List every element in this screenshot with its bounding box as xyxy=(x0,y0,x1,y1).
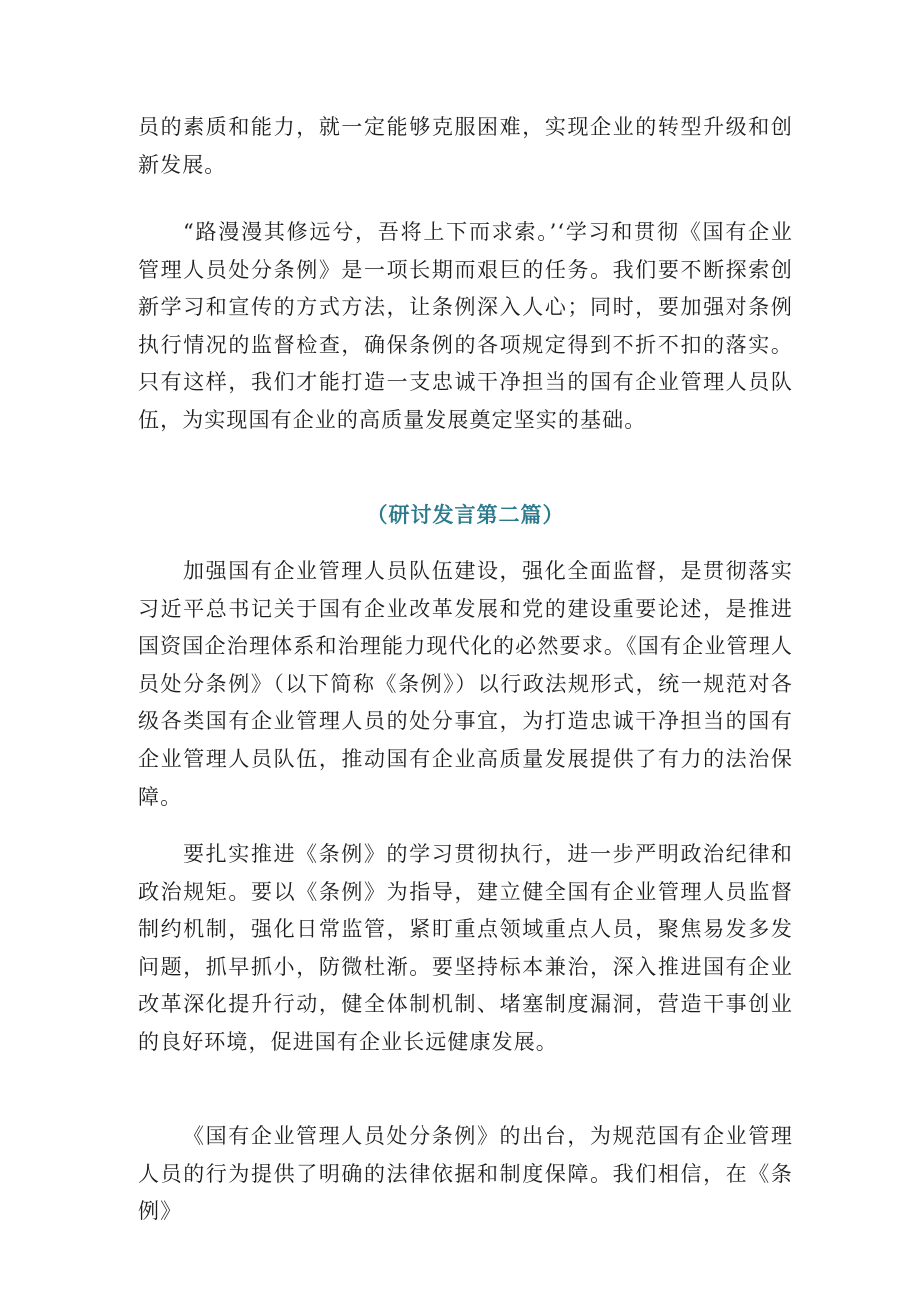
paragraph-conclusion: 《国有企业管理人员处分条例》的出台，为规范国有企业管理人员的行为提供了明确的法律依据和制度保障。我们相信，在《条例》 xyxy=(138,1124,793,1224)
paragraph-intro: 加强国有企业管理人员队伍建设，强化全面监督，是贯彻落实习近平总书记关于国有企业改革发展和党的建设重要论述，是推进国资国企治理体系和治理能力现代化的必然要求。《国有企业管理人员处分条例》（以下简称《条例》）以行政法规形式，统一规范对各级各类国有企业管理人员的处分事宜，为打造忠诚干净担当的国有企业管理人员队伍，推动国有企业高质量发展提供了有力的法治保障。 xyxy=(138,559,793,809)
paragraph-continuation: 员的素质和能力，就一定能够克服困难，实现企业的转型升级和创新发展。 xyxy=(138,115,793,177)
paragraph-quote: “路漫漫其修远兮，吾将上下而求索。’‘学习和贯彻《国有企业管理人员处分条例》是一项长期而艰巨的任务。我们要不断探索创新学习和宣传的方式方法，让条例深入人心；同时，要加强对条例执行情况的监督检查，确保条例的各项规定得到不折不扣的落实。只有这样，我们才能打造一支忠诚干净担当的国有企业管理人员队伍，为实现国有企业的高质量发展奠定坚实的基础。 xyxy=(138,220,793,432)
section-heading: （研讨发言第二篇） xyxy=(366,502,565,527)
paragraph-implementation: 要扎实推进《条例》的学习贯彻执行，进一步严明政治纪律和政治规矩。要以《条例》为指导，建立健全国有企业管理人员监督制约机制，强化日常监管，紧盯重点领域重点人员，聚焦易发多发问题，抓早抓小，防微杜渐。要坚持标本兼治，深入推进国有企业改革深化提升行动，健全体制机制、堵塞制度漏洞，营造干事创业的良好环境，促进国有企业长远健康发展。 xyxy=(138,842,793,1054)
